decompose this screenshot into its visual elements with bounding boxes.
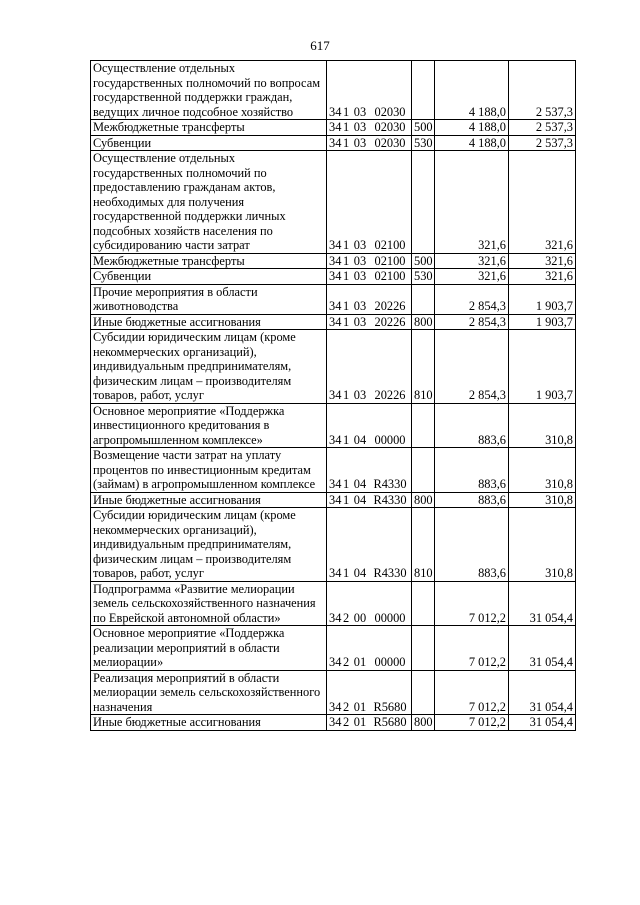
row-name-cell: Осуществление отдельных государственных полномочий по вопросам государственной поддержки граждан, ведущих личное подсобное хозяйство	[91, 61, 327, 120]
expense-type-cell: 530	[412, 269, 435, 285]
code-event-cell: 03	[351, 61, 369, 120]
table-row	[91, 269, 576, 285]
code-direction-cell: R4330	[369, 448, 412, 493]
code-program-cell: 34	[327, 61, 342, 120]
expense-type-cell	[412, 61, 435, 120]
code-direction-cell: 02100	[369, 269, 412, 285]
code-subprogram-cell: 2	[341, 581, 351, 626]
code-subprogram-cell: 1	[343, 253, 350, 268]
code-direction-cell: R5680	[369, 670, 412, 715]
amount-year2-cell: 31 054,4	[509, 670, 576, 715]
code-direction-cell: R5680	[369, 715, 412, 731]
table-row	[91, 508, 576, 582]
table-row	[91, 670, 576, 715]
row-name-cell: Основное мероприятие «Поддержка реализации мероприятий в области мелиорации»	[91, 626, 327, 671]
budget-table	[90, 60, 576, 731]
code-subprogram-cell: 2	[341, 670, 351, 715]
code-direction-cell: 02100	[369, 151, 412, 254]
table-row	[91, 135, 576, 151]
code-direction-cell: 02030	[369, 135, 412, 151]
amount-year2-cell: 31 054,4	[509, 626, 576, 671]
amount-year1-cell: 2 854,3	[435, 330, 509, 404]
row-name-cell: Субвенции	[91, 135, 327, 151]
amount-year1-cell: 883,6	[435, 403, 509, 448]
code-direction-cell: 02030	[369, 61, 412, 120]
table-row	[91, 715, 576, 731]
code-direction-cell: 02100	[369, 253, 412, 269]
code-event-cell: 03	[351, 269, 369, 285]
table-row	[91, 403, 576, 448]
budget-table-body	[91, 61, 576, 731]
code-program-cell: 34	[327, 284, 342, 314]
expense-type-cell	[412, 151, 435, 254]
page-number: 617	[310, 38, 330, 53]
table-row	[91, 330, 576, 404]
amount-year2-cell: 310,8	[509, 492, 576, 508]
code-program-cell: 34	[327, 626, 342, 671]
code-program-cell: 34	[327, 330, 342, 404]
code-program-cell: 34	[327, 253, 342, 269]
amount-year2-cell: 321,6	[509, 253, 576, 269]
code-event-cell: 01	[351, 626, 369, 671]
amount-year2-cell: 2 537,3	[509, 61, 576, 120]
amount-year1-cell: 2 854,3	[435, 284, 509, 314]
code-subprogram-cell: 1	[341, 284, 351, 314]
expense-type-cell	[412, 403, 435, 448]
row-name-cell: Основное мероприятие «Поддержка инвестиционного кредитования в агропромышленном комплексе»	[91, 403, 327, 448]
row-name-cell: Подпрограмма «Развитие мелиорации земель сельскохозяйственного назначения по Еврейской автономной области»	[91, 581, 327, 626]
code-subprogram-cell: 1	[341, 403, 351, 448]
code-subprogram-cell: 2	[343, 715, 350, 729]
code-subprogram-cell: 1	[341, 330, 351, 404]
code-event-cell: 03	[351, 151, 369, 254]
amount-year1-cell: 4 188,0	[435, 135, 509, 151]
expense-type-cell: 810	[412, 330, 435, 404]
expense-type-cell	[412, 448, 435, 493]
table-row	[91, 151, 576, 254]
row-name-cell: Осуществление отдельных государственных полномочий по предоставлению гражданам актов, необходимых для получения государственной поддержки личных подсобных хозяйств населения по субсидированию части затрат	[91, 151, 327, 254]
code-program-cell: 34	[327, 403, 342, 448]
row-name-cell: Межбюджетные трансферты	[91, 253, 327, 269]
row-name-cell: Субсидии юридическим лицам (кроме некоммерческих организаций), индивидуальным предпринимателям, физическим лицам – производителям товаров, работ, услуг	[91, 330, 327, 404]
code-subprogram-cell: 1	[343, 314, 350, 329]
code-direction-cell: 02030	[369, 120, 412, 136]
table-row	[91, 581, 576, 626]
row-name-cell: Субсидии юридическим лицам (кроме некоммерческих организаций), индивидуальным предпринимателям, физическим лицам – производителям товаров, работ, услуг	[91, 508, 327, 582]
code-direction-cell: R4330	[369, 508, 412, 582]
expense-type-cell	[412, 284, 435, 314]
table-row	[91, 314, 576, 330]
code-subprogram-cell: 2	[341, 626, 351, 671]
code-direction-cell: 20226	[369, 330, 412, 404]
table-row	[91, 626, 576, 671]
table-row	[91, 61, 576, 120]
amount-year1-cell: 7 012,2	[435, 715, 509, 731]
amount-year1-cell: 7 012,2	[435, 626, 509, 671]
amount-year1-cell: 4 188,0	[435, 120, 509, 136]
amount-year2-cell: 2 537,3	[509, 135, 576, 151]
code-subprogram-cell: 1	[341, 448, 351, 493]
amount-year1-cell: 883,6	[435, 508, 509, 582]
code-direction-cell: R4330	[369, 492, 412, 508]
row-name-cell: Межбюджетные трансферты	[91, 120, 327, 136]
code-program-cell: 34	[327, 314, 342, 330]
code-event-cell: 04	[351, 448, 369, 493]
code-program-cell: 34	[327, 715, 342, 731]
code-subprogram-cell: 1	[343, 269, 350, 283]
amount-year1-cell: 7 012,2	[435, 581, 509, 626]
amount-year2-cell: 31 054,4	[509, 715, 576, 731]
amount-year2-cell: 310,8	[509, 403, 576, 448]
amount-year2-cell: 1 903,7	[509, 314, 576, 330]
amount-year2-cell: 321,6	[509, 151, 576, 254]
amount-year2-cell: 310,8	[509, 508, 576, 582]
amount-year2-cell: 321,6	[509, 269, 576, 285]
amount-year1-cell: 2 854,3	[435, 314, 509, 330]
code-program-cell: 34	[327, 670, 342, 715]
code-event-cell: 01	[351, 670, 369, 715]
expense-type-cell: 800	[412, 715, 435, 731]
amount-year2-cell: 2 537,3	[509, 120, 576, 136]
code-program-cell: 34	[327, 448, 342, 493]
code-event-cell: 03	[351, 284, 369, 314]
code-event-cell: 00	[351, 581, 369, 626]
code-subprogram-cell: 1	[341, 151, 351, 254]
expense-type-cell: 810	[412, 508, 435, 582]
amount-year2-cell: 31 054,4	[509, 581, 576, 626]
amount-year2-cell: 310,8	[509, 448, 576, 493]
code-subprogram-cell: 1	[343, 492, 350, 507]
code-event-cell: 03	[351, 253, 369, 269]
amount-year1-cell: 883,6	[435, 492, 509, 508]
expense-type-cell	[412, 581, 435, 626]
code-direction-cell: 20226	[369, 284, 412, 314]
code-program-cell: 34	[327, 151, 342, 254]
code-event-cell: 03	[351, 314, 369, 330]
row-name-cell: Прочие мероприятия в области животноводства	[91, 284, 327, 314]
amount-year1-cell: 883,6	[435, 448, 509, 493]
code-subprogram-cell: 1	[341, 508, 351, 582]
code-program-cell: 34	[327, 492, 342, 508]
amount-year1-cell: 321,6	[435, 269, 509, 285]
code-program-cell: 34	[327, 120, 342, 136]
expense-type-cell: 500	[412, 253, 435, 269]
expense-type-cell	[412, 670, 435, 715]
code-program-cell: 34	[327, 135, 342, 151]
table-row	[91, 253, 576, 269]
expense-type-cell: 530	[412, 135, 435, 151]
code-event-cell: 03	[351, 135, 369, 151]
code-direction-cell: 00000	[369, 581, 412, 626]
row-name-cell: Субвенции	[91, 269, 327, 285]
code-event-cell: 01	[351, 715, 369, 731]
expense-type-cell: 800	[412, 314, 435, 330]
row-name-cell: Иные бюджетные ассигнования	[91, 492, 327, 508]
table-row	[91, 492, 576, 508]
table-row	[91, 284, 576, 314]
table-row	[91, 120, 576, 136]
amount-year1-cell: 321,6	[435, 151, 509, 254]
amount-year1-cell: 7 012,2	[435, 670, 509, 715]
expense-type-cell: 800	[412, 492, 435, 508]
amount-year2-cell: 1 903,7	[509, 284, 576, 314]
table-row	[91, 448, 576, 493]
code-subprogram-cell: 1	[343, 120, 350, 134]
amount-year1-cell: 4 188,0	[435, 61, 509, 120]
amount-year2-cell: 1 903,7	[509, 330, 576, 404]
code-direction-cell: 00000	[369, 626, 412, 671]
code-direction-cell: 20226	[369, 314, 412, 330]
expense-type-cell: 500	[412, 120, 435, 136]
code-event-cell: 04	[351, 403, 369, 448]
row-name-cell: Реализация мероприятий в области мелиорации земель сельскохозяйственного назначения	[91, 670, 327, 715]
code-event-cell: 03	[351, 330, 369, 404]
code-program-cell: 34	[327, 508, 342, 582]
code-event-cell: 04	[351, 492, 369, 508]
code-subprogram-cell: 1	[341, 61, 351, 120]
code-subprogram-cell: 1	[343, 135, 350, 150]
code-program-cell: 34	[327, 581, 342, 626]
code-event-cell: 04	[351, 508, 369, 582]
row-name-cell: Иные бюджетные ассигнования	[91, 314, 327, 330]
code-event-cell: 03	[351, 120, 369, 136]
expense-type-cell	[412, 626, 435, 671]
amount-year1-cell: 321,6	[435, 253, 509, 269]
row-name-cell: Иные бюджетные ассигнования	[91, 715, 327, 731]
row-name-cell: Возмещение части затрат на уплату процентов по инвестиционным кредитам (займам) в агропромышленном комплексе	[91, 448, 327, 493]
code-direction-cell: 00000	[369, 403, 412, 448]
code-program-cell: 34	[327, 269, 342, 285]
